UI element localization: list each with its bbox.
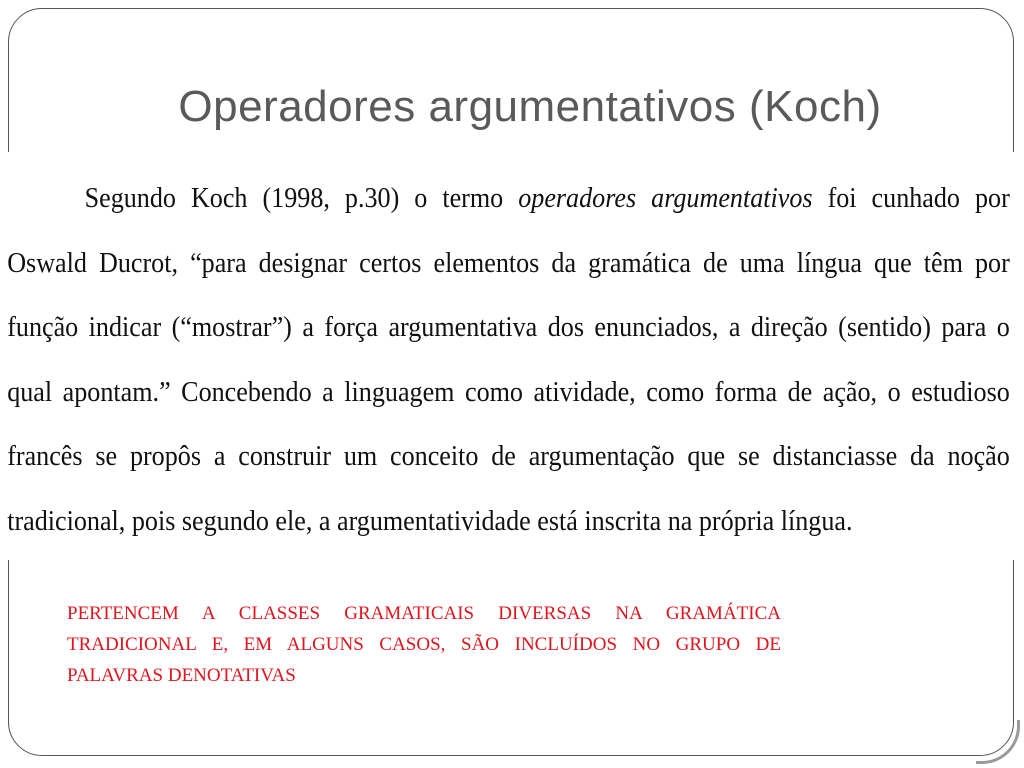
slide-corner-shadow (976, 720, 1020, 764)
excerpt-text-start: Segundo Koch (1998, p.30) o termo (84, 182, 519, 214)
red-note-text: PERTENCEM A CLASSES GRAMATICAIS DIVERSAS NA GRAMÁTICA TRADICIONAL E, EM ALGUNS CASOS, SÃO INCLUÍDOS NO GRUPO DE PALAVRAS DENOTATIVAS (67, 603, 781, 686)
excerpt-paragraph (7, 166, 1010, 553)
quoted-text-excerpt (0, 152, 1024, 560)
slide-title: Operadores argumentativos (Koch) (178, 82, 882, 131)
excerpt-emphasis: operadores argumentativos (518, 182, 813, 214)
excerpt-text-rest: foi cunhado por Oswald Ducrot, “para designar certos elementos da gramática de uma língua que têm por função indicar (“mostrar”) a força argumentativa dos enunciados, a direção (sentido) para o qual apontam.” Concebendo a linguagem como atividade, como forma de ação, o estudioso francês se propôs a construir um conceito de argumentação que se distanciasse da noção tradicional, pois segundo ele, a argumentatividade está inscrita na própria língua. (7, 182, 1010, 537)
